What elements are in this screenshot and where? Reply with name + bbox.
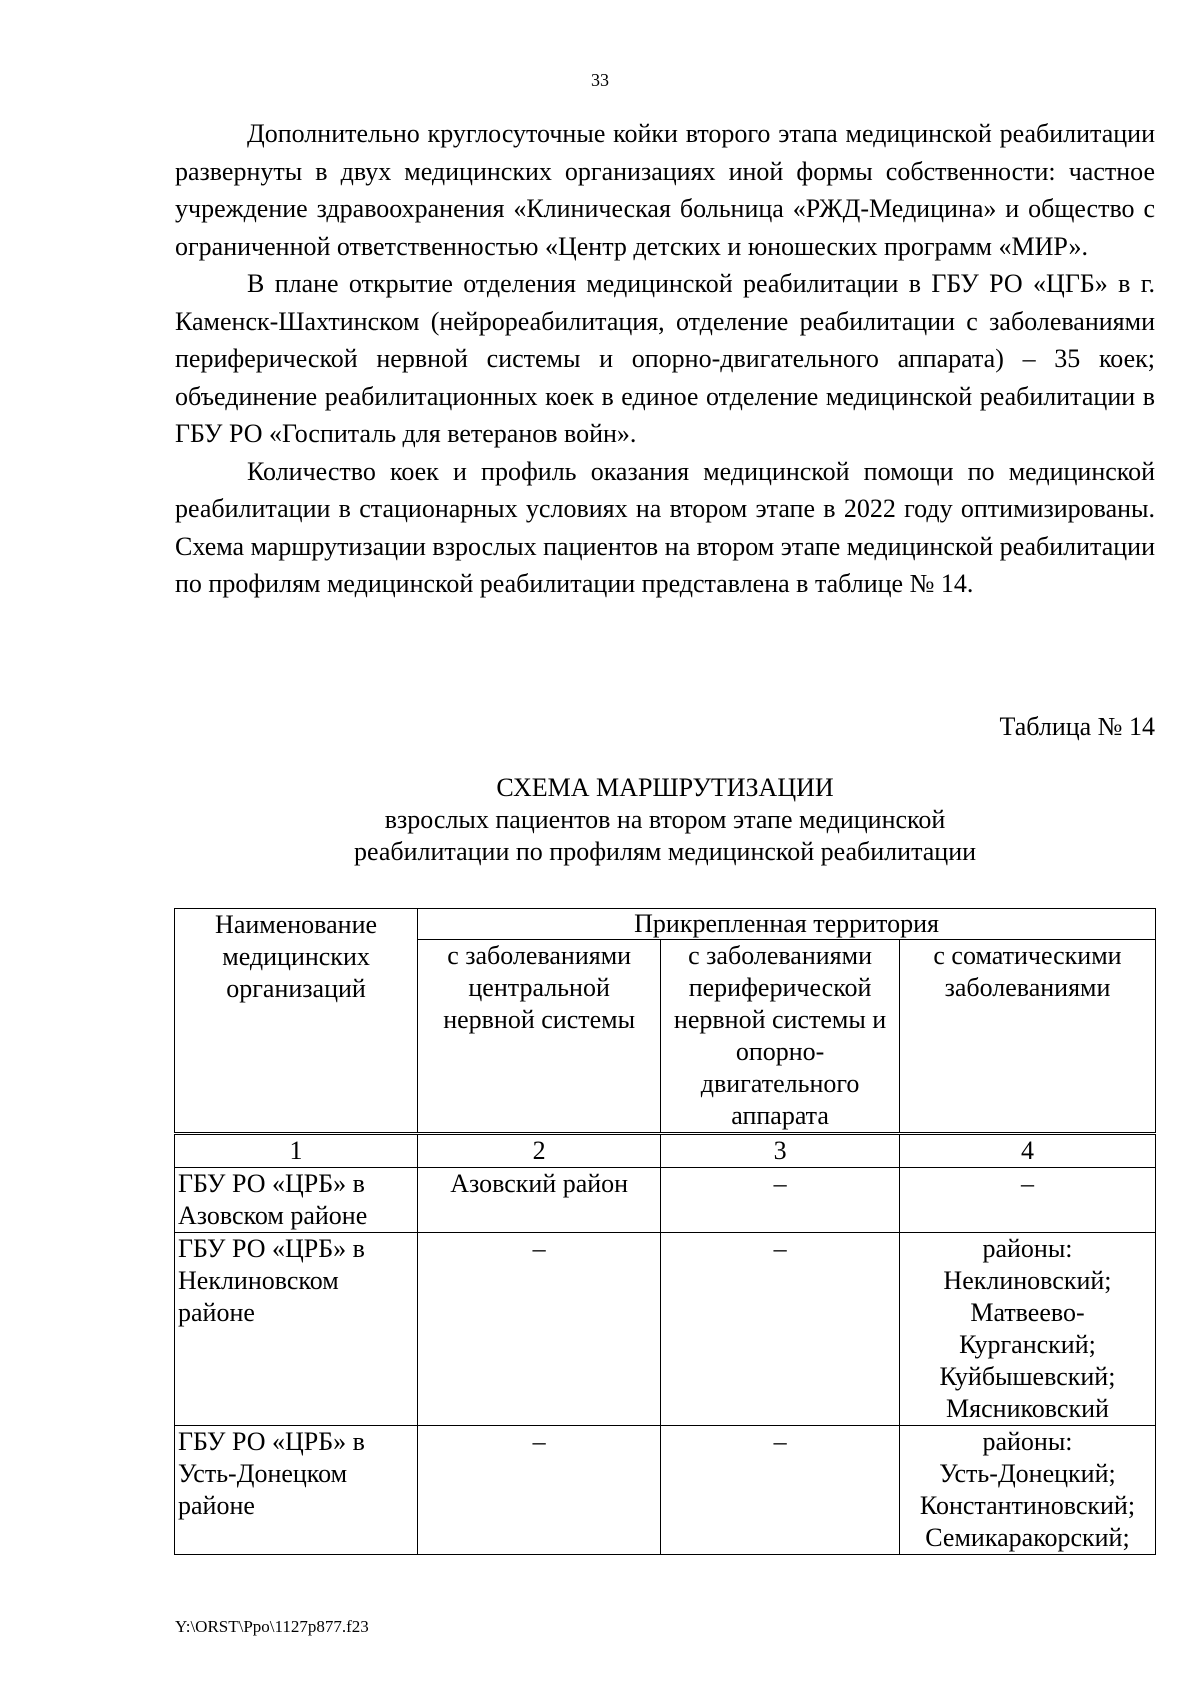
- table-row: [175, 1233, 1156, 1426]
- somatic-line: Неклиновский;: [943, 1266, 1112, 1295]
- column-number: 4: [899, 1134, 1155, 1168]
- somatic-line: Курганский;: [959, 1330, 1096, 1359]
- somatic-line: Куйбышевский;: [939, 1362, 1116, 1391]
- routing-table: [174, 908, 1156, 1555]
- somatic-cell: [899, 1168, 1155, 1233]
- somatic-cell: [899, 1233, 1155, 1426]
- file-path-footer: Y:\ORST\Ppo\1127p877.f23: [175, 1617, 369, 1636]
- body-text: [175, 115, 1155, 603]
- header-cns: с заболеваниями центральной нервной системы: [418, 940, 661, 1134]
- somatic-cell: [899, 1426, 1155, 1555]
- table-row: [175, 1426, 1156, 1555]
- header-territory: Прикрепленная территория: [418, 909, 1156, 940]
- paragraph: В плане открытие отделения медицинской реабилитации в ГБУ РО «ЦГБ» в г. Каменск-Шахтинском (нейрореабилитация, отделение реабилитации с заболеваниями периферической нервной системы и опорно-двигательного аппарата) – 35 коек; объединение реабилитационных коек в единое отделение медицинской реабилитации в ГБУ РО «Госпиталь для ветеранов войн».: [175, 269, 1155, 448]
- column-number: 1: [175, 1134, 418, 1168]
- org-cell: ГБУ РО «ЦРБ» в Неклиновском районе: [175, 1233, 418, 1426]
- org-cell: ГБУ РО «ЦРБ» в Азовском районе: [175, 1168, 418, 1233]
- column-number: 3: [661, 1134, 900, 1168]
- page-number: 33: [591, 70, 609, 90]
- table-title: [175, 772, 1155, 868]
- paragraph: Дополнительно круглосуточные койки второго этапа медицинской реабилитации развернуты в двух медицинских организациях иной формы собственности: частное учреждение здравоохранения «Клиническая больница «РЖД-Медицина» и общество с ограниченной ответственностью «Центр детских и юношеских программ «МИР».: [175, 119, 1155, 261]
- column-number: 2: [418, 1134, 661, 1168]
- pns-cell: –: [661, 1426, 900, 1555]
- somatic-line: районы:: [982, 1427, 1073, 1456]
- table-number: Таблица № 14: [999, 712, 1155, 741]
- somatic-line: Константиновский;: [919, 1491, 1136, 1520]
- column-numbers-row: [175, 1134, 1156, 1168]
- somatic-line: Семикаракорский;: [925, 1523, 1130, 1552]
- somatic-line: Мясниковский: [946, 1394, 1109, 1423]
- pns-cell: –: [661, 1233, 900, 1426]
- somatic-line: –: [1020, 1169, 1034, 1198]
- header-somatic: с соматическими заболеваниями: [899, 940, 1155, 1134]
- somatic-line: Усть-Донецкий;: [939, 1459, 1116, 1488]
- header-org: Наименование медицинских организаций: [175, 909, 418, 1134]
- header-pns: с заболеваниями периферической нервной системы и опорно-двигательного аппарата: [661, 940, 900, 1134]
- cns-cell: –: [418, 1426, 661, 1555]
- paragraph: Количество коек и профиль оказания медицинской помощи по медицинской реабилитации в стационарных условиях на втором этапе в 2022 году оптимизированы. Схема маршрутизации взрослых пациентов на втором этапе медицинской реабилитации по профилям медицинской реабилитации представлена в таблице № 14.: [175, 456, 1155, 598]
- table-title-main: СХЕМА МАРШРУТИЗАЦИИ: [496, 773, 834, 802]
- cns-cell: –: [418, 1233, 661, 1426]
- org-cell: ГБУ РО «ЦРБ» в Усть-Донецком районе: [175, 1426, 418, 1555]
- table-title-line: взрослых пациентов на втором этапе медицинской: [384, 805, 946, 834]
- somatic-line: Матвеево-: [970, 1298, 1085, 1327]
- cns-cell: Азовский район: [418, 1168, 661, 1233]
- table-row: [175, 1168, 1156, 1233]
- table-title-line: реабилитации по профилям медицинской реабилитации: [353, 837, 977, 866]
- pns-cell: –: [661, 1168, 900, 1233]
- somatic-line: районы:: [982, 1234, 1073, 1263]
